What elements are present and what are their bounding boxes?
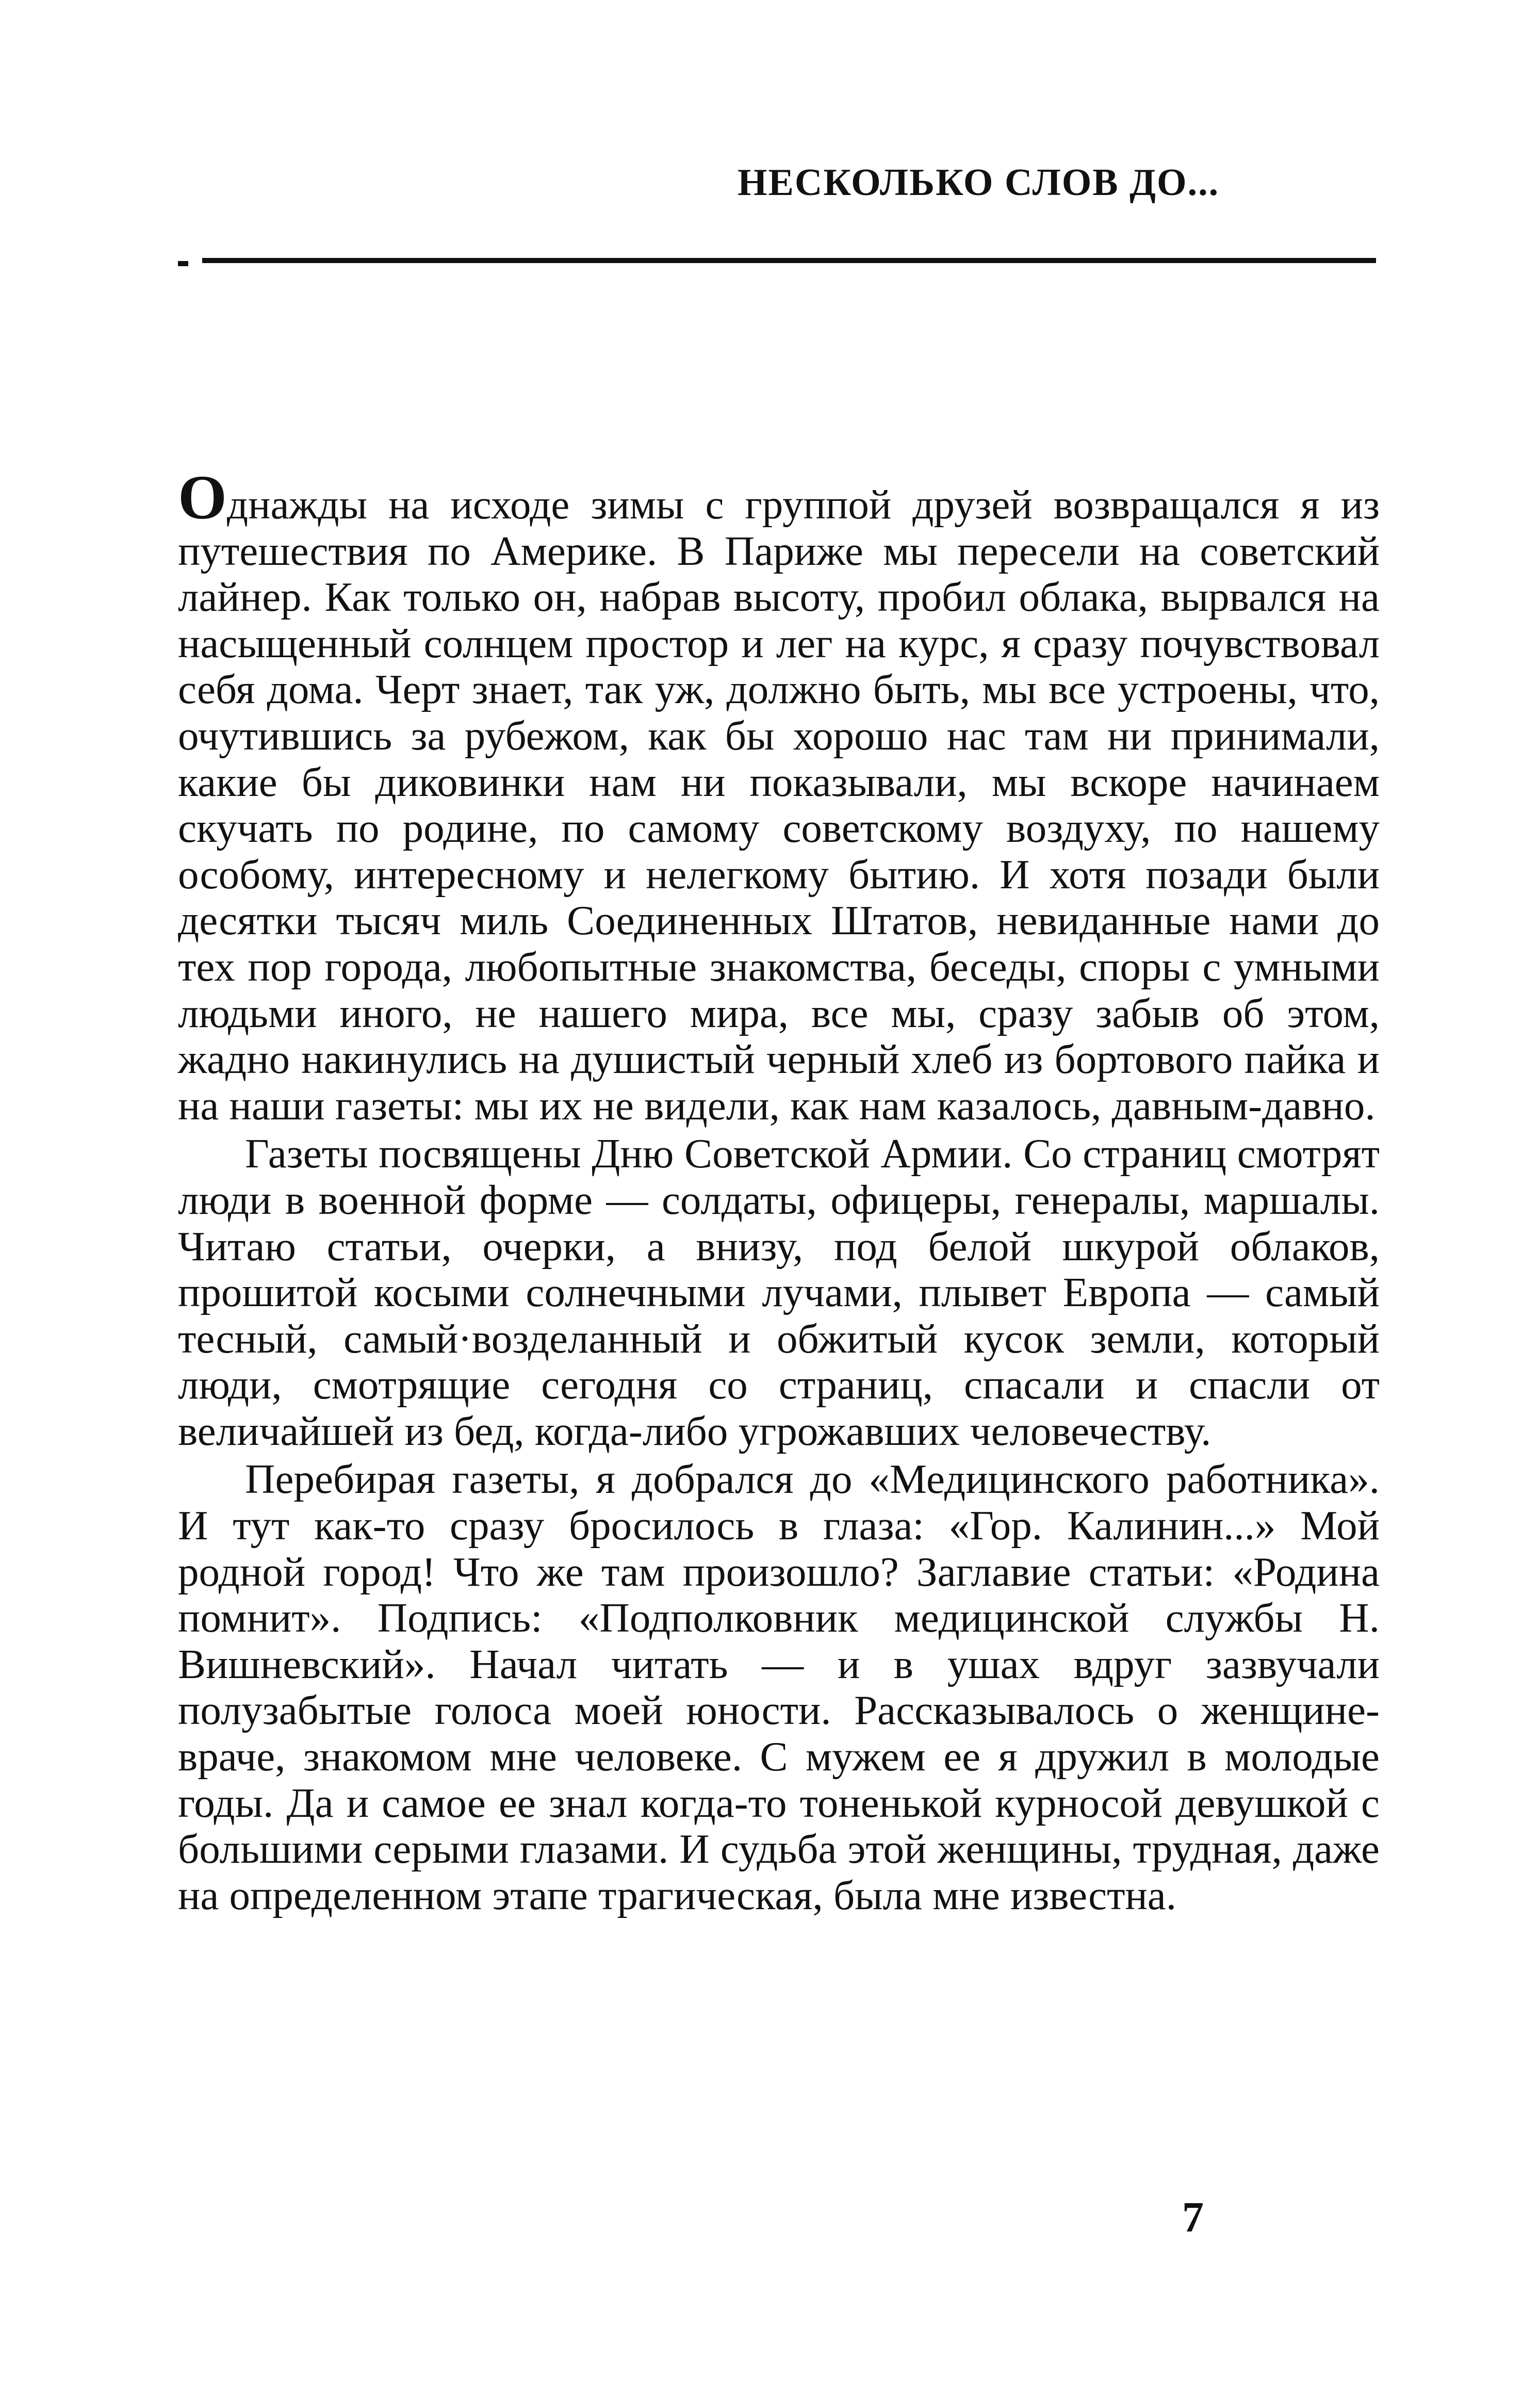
header-rule-short <box>178 261 188 266</box>
drop-cap: О <box>178 463 227 532</box>
body-text <box>178 463 1380 1918</box>
running-title: НЕСКОЛЬКО СЛОВ ДО... <box>738 161 1220 204</box>
paragraph-1-text: днажды на исходе зимы с группой друзей возвращался я из путешествия по Америке. В Париже мы пересели на советский лайнер. Как только он, набрав высоту, пробил облака, вырвался на насыщенный солнцем простор и лег на курс, я сразу почувствовал себя дома. Черт знает, так уж, должно быть, мы все устроены, что, очутившись за рубежом, как бы хорошо нас там ни принимали, какие бы диковинки нам ни показывали, мы вскоре начинаем скучать по родине, по самому советскому воздуху, по нашему особому, интересному и нелегкому бытию. И хотя позади были десятки тысяч миль Соединенных Штатов, невиданные нами до тех пор города, любопытные знакомства, беседы, споры с умными людьми иного, не нашего мира, все мы, сразу забыв об этом, жадно накинулись на душистый черный хлеб из бортового пайка и на наши газеты: мы их не видели, как нам казалось, давным-давно. <box>178 481 1380 1129</box>
paragraph-1 <box>178 463 1380 1129</box>
page-number: 7 <box>1182 2193 1204 2241</box>
paragraph-3: Перебирая газеты, я добрался до «Медицинского работника». И тут как-то сразу бросилось в глаза: «Гор. Калинин...» Мой родной город! Что же там произошло? Заглавие статьи: «Родина помнит». Подпись: «Подполковник медицинской службы Н. Вишневский». Начал читать — и в ушах вдруг зазвучали полузабытые голоса моей юности. Рассказывалось о женщине-враче, знакомом мне человеке. С мужем ее я дружил в молодые годы. Да и самое ее знал когда-то тоненькой курносой девушкой с большими серыми глазами. И судьба этой женщины, трудная, даже на определенном этапе трагическая, была мне известна. <box>178 1456 1380 1918</box>
header-rule <box>202 258 1376 263</box>
paragraph-2: Газеты посвящены Дню Советской Армии. Со страниц смотрят люди в военной форме — солдаты, офицеры, генералы, маршалы. Читаю статьи, очерки, а внизу, под белой шкурой облаков, прошитой косыми солнечными лучами, плывет Европа — самый тесный, самый·возделанный и обжитый кусок земли, который люди, смотрящие сегодня со страниц, спасали и спасли от величайшей из бед, когда-либо угрожавших человечеству. <box>178 1130 1380 1454</box>
